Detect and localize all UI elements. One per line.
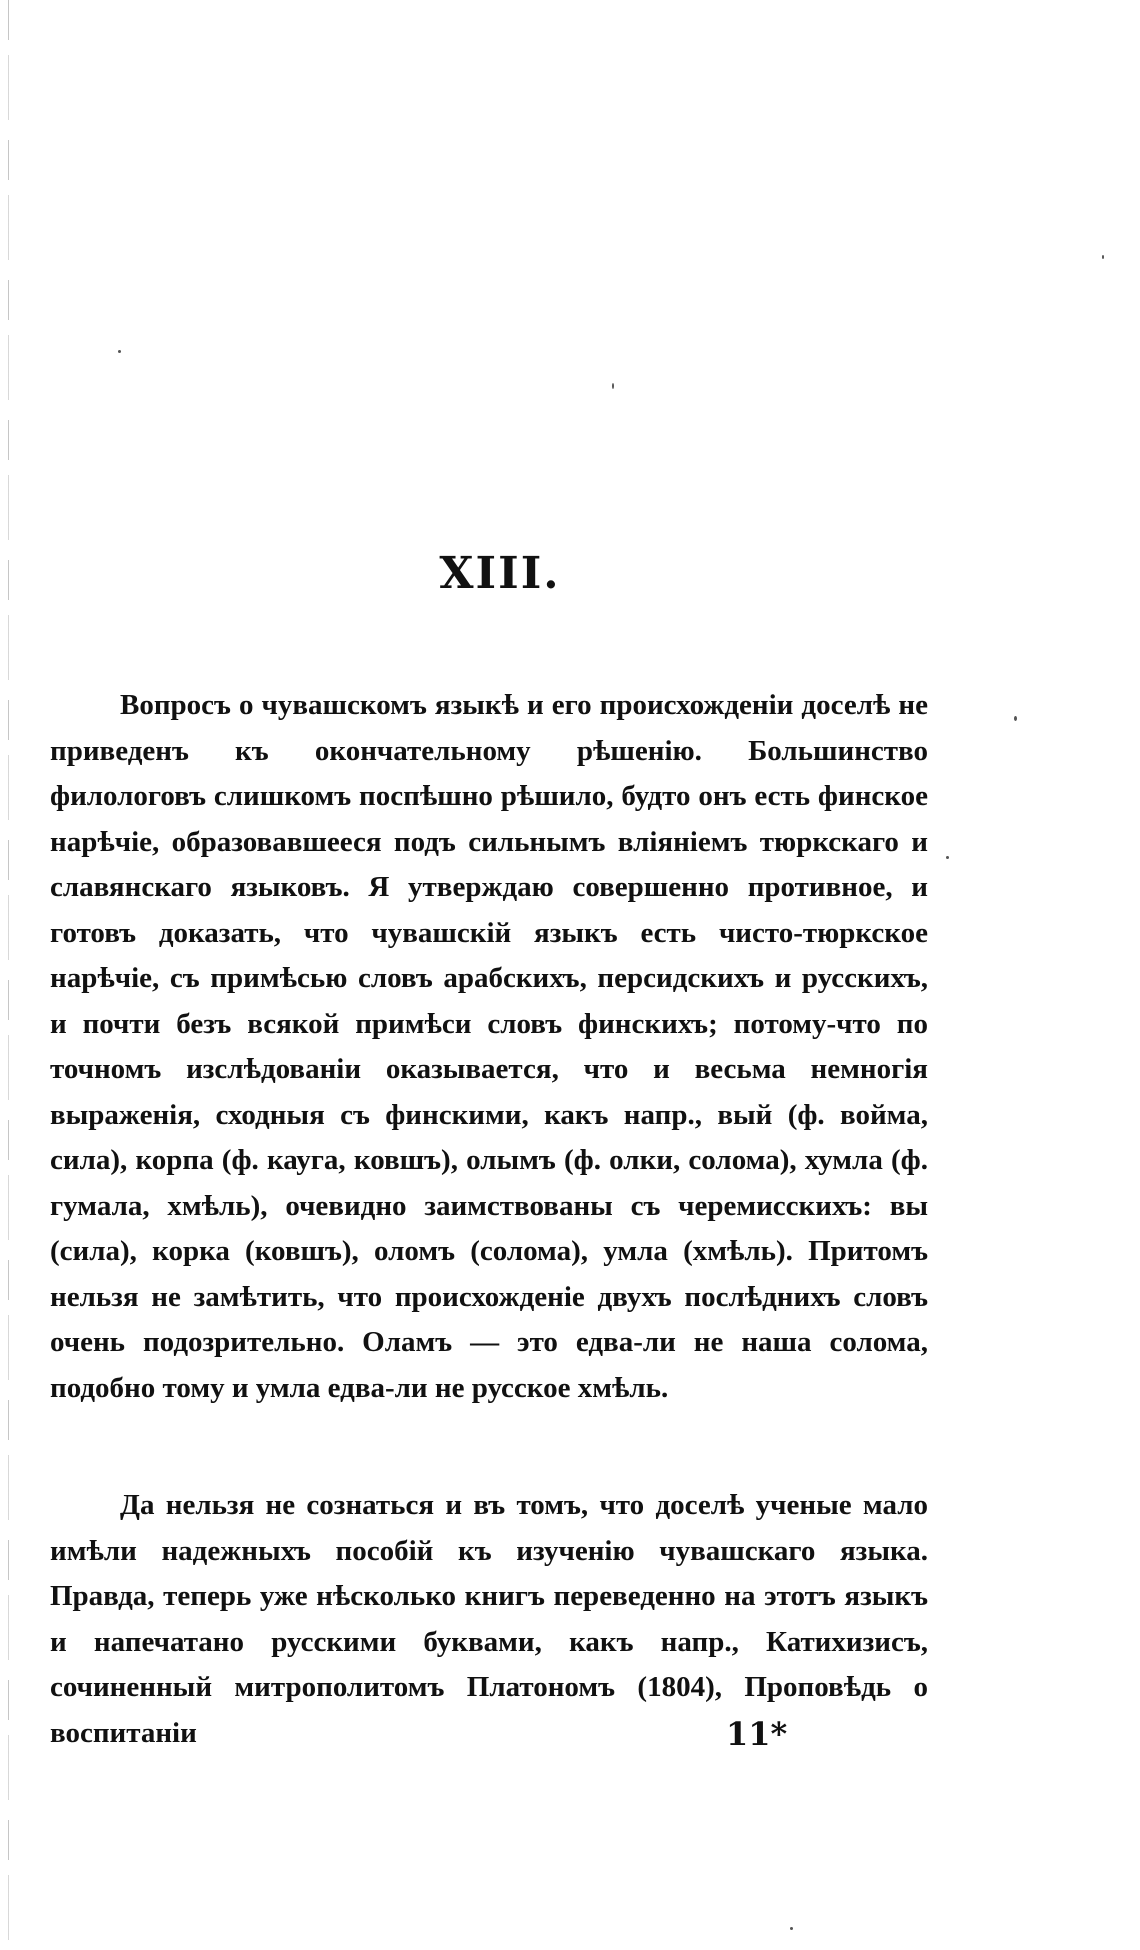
paragraph-2 (50, 1483, 928, 1756)
scan-speck (790, 1927, 793, 1930)
scan-speck (612, 383, 614, 389)
scan-speck (1102, 255, 1104, 259)
paragraph-1 (50, 683, 928, 1411)
paragraph-1-text: Вопросъ о чувашскомъ языкѣ и его происхожденіи доселѣ не приведенъ къ окончательному рѣшенію. Большинство филологовъ слишкомъ поспѣшно рѣшило, будто онъ есть финское нарѣчіе, образовавшееся подъ сильнымъ вліяніемъ тюркскаго и славянскаго языковъ. Я утверждаю совершенно противное, и готовъ доказать, что чувашскій языкъ есть чисто-тюркское нарѣчіе, съ примѣсью словъ арабскихъ, персидскихъ и русскихъ, и почти безъ всякой примѣси словъ финскихъ; потому-что по точномъ изслѣдованіи оказывается, что и весьма немногія выраженія, сходныя съ финскими, какъ напр., вый (ф. войма, сила), корпа (ф. кауга, ковшъ), олымъ (ф. олки, солома), хумла (ф. гумала, хмѣль), очевидно заимствованы съ черемисскихъ: вы (сила), корка (ковшъ), оломъ (солома), умла (хмѣль). Притомъ нельзя не замѣтить, что происхожденіе двухъ послѣднихъ словъ очень подозрительно. Оламъ — это едва-ли не наша солома, подобно тому и умла едва-ли не русское хмѣль. (50, 689, 928, 1404)
paragraph-2-text: Да нельзя не сознаться и въ томъ, что доселѣ ученые мало имѣли надежныхъ пособій къ изученію чувашскаго языка. Правда, теперь уже нѣсколько книгъ переведенно на этотъ языкъ и напечатано русскими буквами, какъ напр., Катихизисъ, сочиненный митрополитомъ Платономъ (1804), Проповѣдь о воспитаніи (50, 1489, 928, 1749)
scan-speck (946, 856, 949, 859)
scan-speck (1014, 716, 1017, 721)
page-number: 11* (726, 1715, 788, 1753)
scan-edge-artifact (8, 0, 9, 1950)
chapter-heading: XIII. (439, 548, 561, 599)
scan-speck (118, 350, 121, 353)
